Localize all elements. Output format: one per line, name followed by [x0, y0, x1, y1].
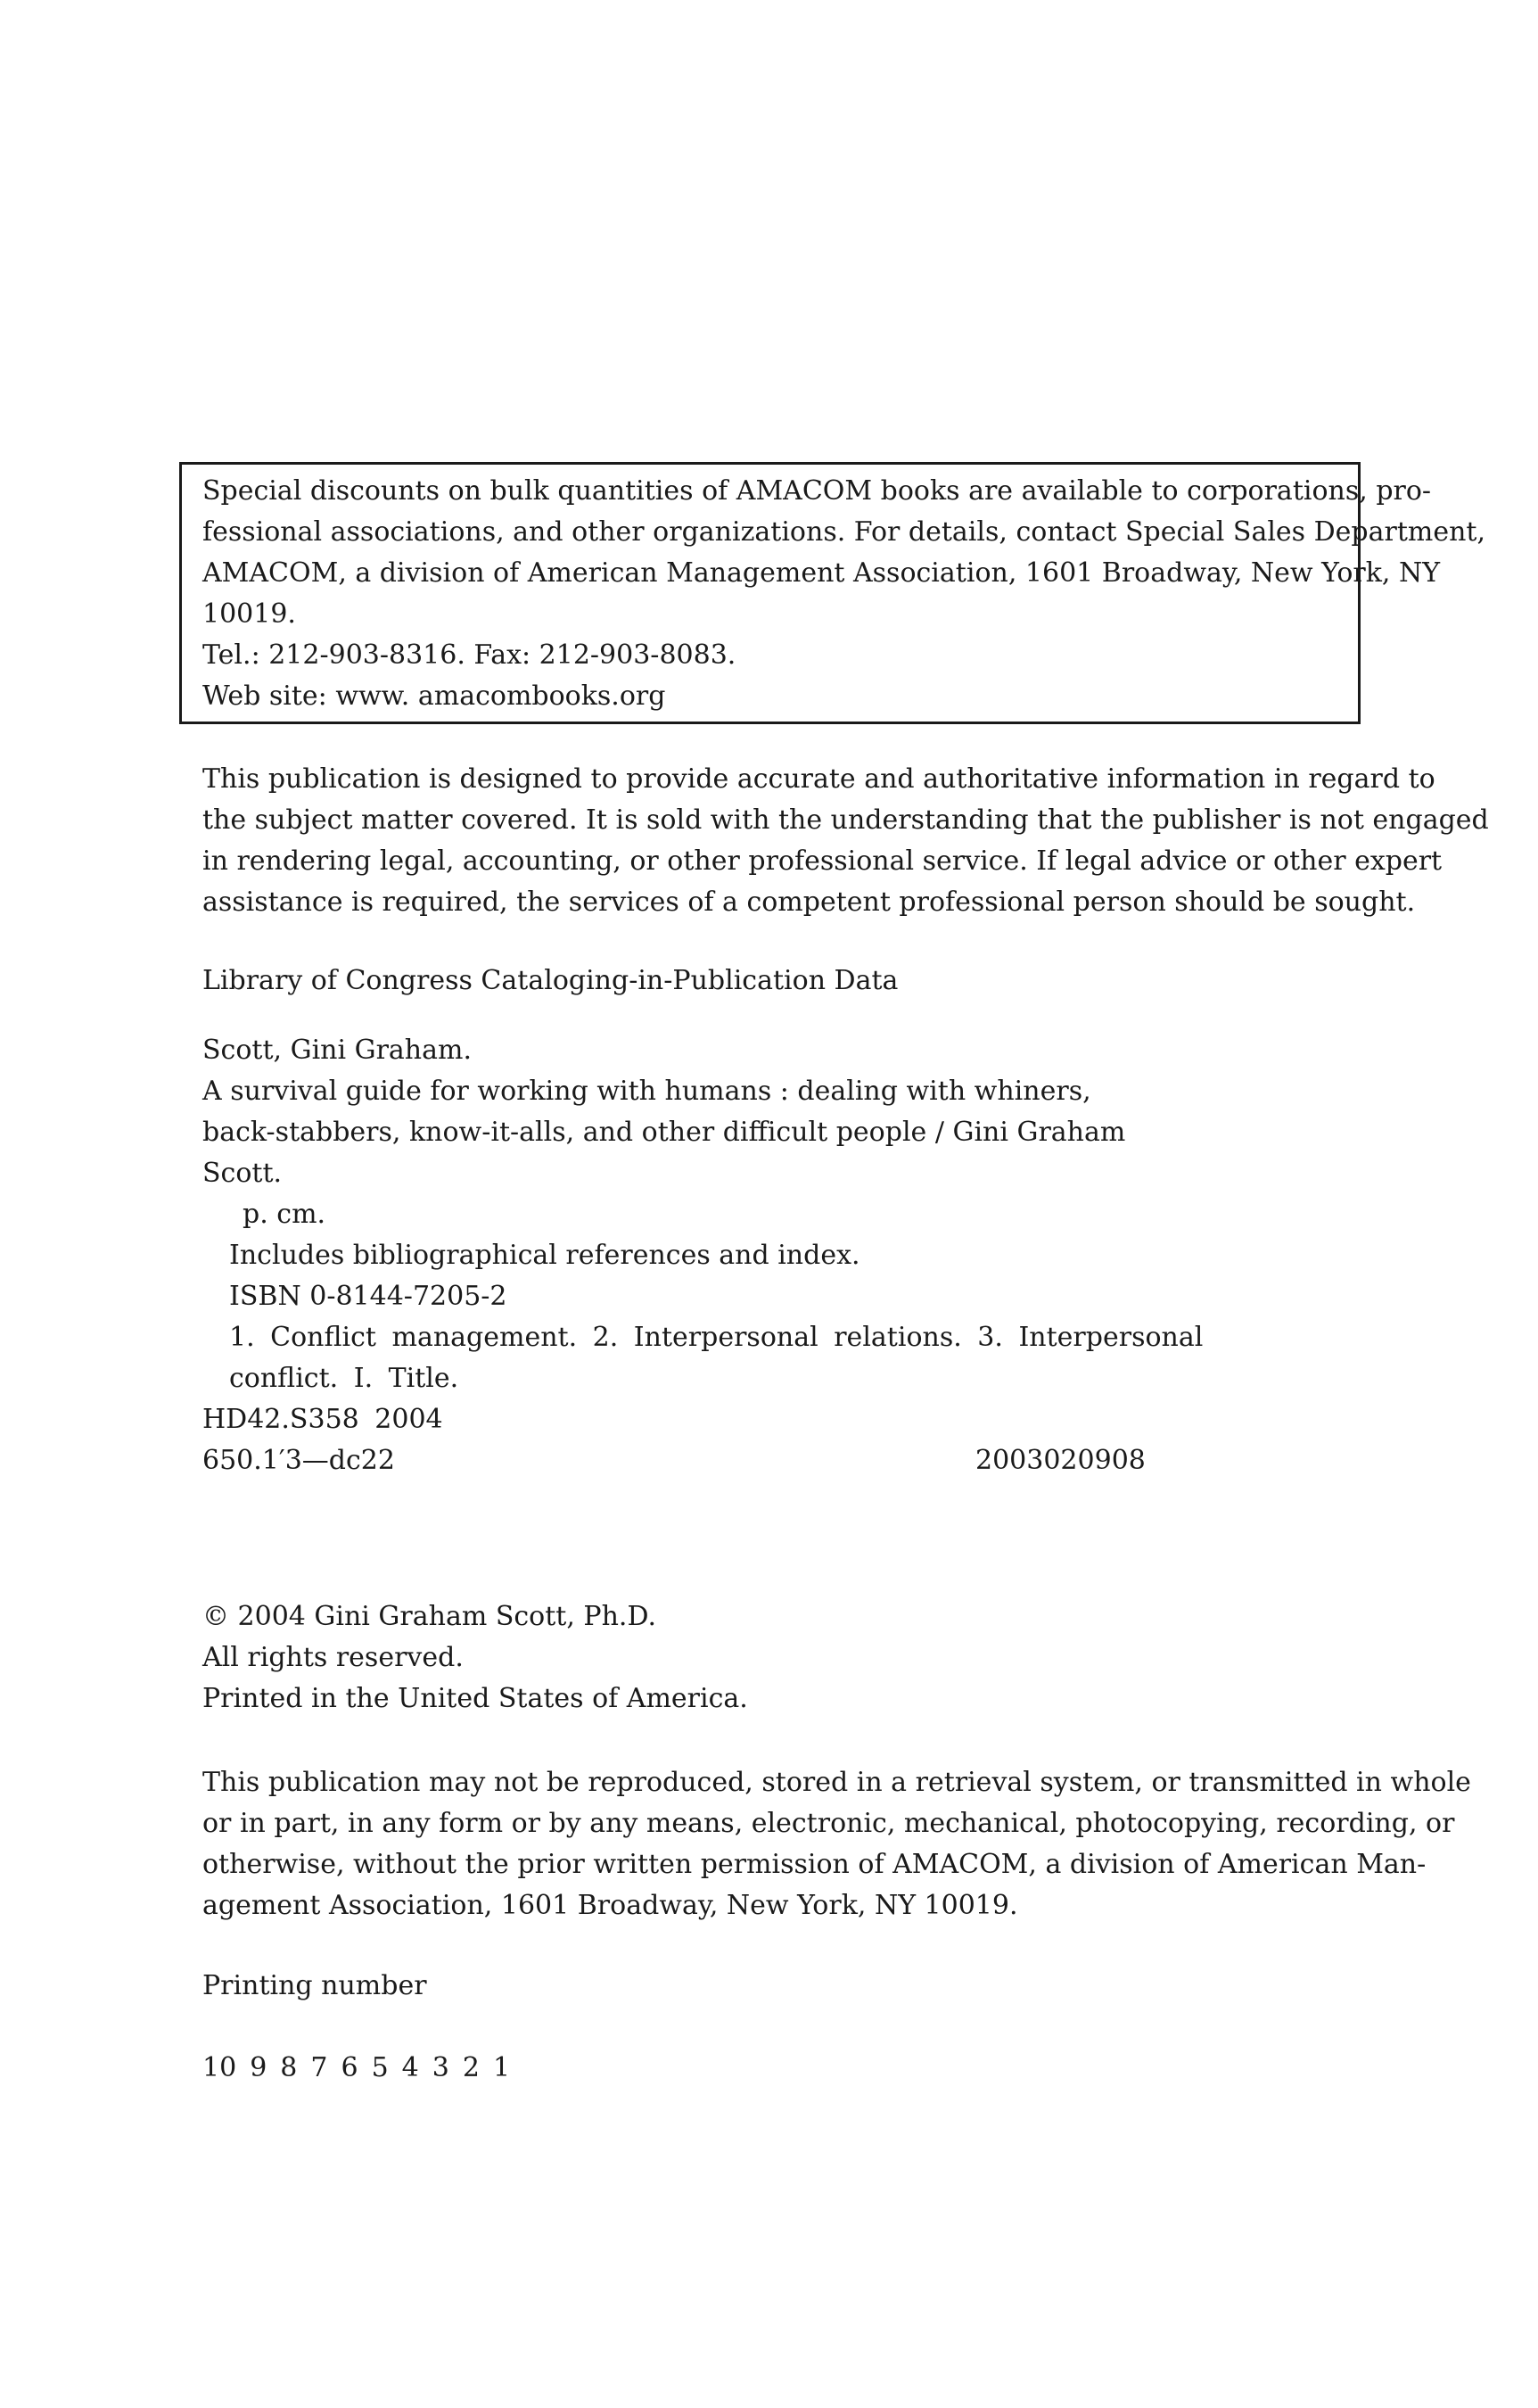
printing-digit: 8 [280, 2052, 298, 2083]
cip-isbn: ISBN 0-8144-7205-2 [229, 1281, 507, 1312]
sales-phone-fax: Tel.: 212-903-8316. Fax: 212-903-8083. [202, 639, 736, 671]
disclaimer-line-2: the subject matter covered. It is sold with the understanding that the publisher is not engaged [202, 804, 1489, 836]
cip-dewey: 650.1′3—dc22 [202, 1445, 395, 1476]
sales-website: Web site: www. amacombooks.org [202, 680, 666, 712]
cip-author: Scott, Gini Graham. [202, 1035, 472, 1066]
printing-digit: 7 [310, 2052, 328, 2083]
disclaimer-line-1: This publication is designed to provide accurate and authoritative information in regard to [202, 763, 1435, 795]
copyright-notice [202, 1596, 1361, 1719]
cip-title-line-2: back-stabbers, know-it-alls, and other difficult people / Gini Graham [202, 1117, 1126, 1148]
printing-digit: 2 [462, 2052, 480, 2083]
disclaimer-line-3: in rendering legal, accounting, or other professional service. If legal advice or other expert [202, 845, 1443, 877]
special-sales-text [202, 471, 1486, 717]
printing-digit: 9 [250, 2052, 267, 2083]
printing-digit: 3 [432, 2052, 449, 2083]
copyright-line: © 2004 Gini Graham Scott, Ph.D. [202, 1601, 656, 1632]
cip-heading: Library of Congress Cataloging-in-Publication Data [202, 965, 899, 996]
printing-number-label: Printing number [202, 1970, 427, 2001]
rights-reserved: All rights reserved. [202, 1642, 464, 1673]
cip-title-line-3: Scott. [202, 1158, 283, 1189]
cip-subjects-line-2: conflict. I. Title. [229, 1363, 459, 1394]
rights-line-1: This publication may not be reproduced, stored in a retrieval system, or transmitted in whole [202, 1767, 1471, 1798]
disclaimer-paragraph [202, 759, 1489, 923]
disclaimer-line-4: assistance is required, the services of a competent professional person should be sought. [202, 887, 1416, 918]
rights-line-4: agement Association, 1601 Broadway, New York, NY 10019. [202, 1890, 1018, 1921]
cip-lccn: 2003020908 [975, 1445, 1146, 1476]
sales-line-2: fessional associations, and other organizations. For details, contact Special Sales Department, [202, 516, 1486, 548]
rights-paragraph [202, 1762, 1471, 1926]
cip-note: Includes bibliographical references and index. [229, 1240, 860, 1271]
rights-line-2: or in part, in any form or by any means, electronic, mechanical, photocopying, recording, or [202, 1808, 1455, 1839]
sales-line-1: Special discounts on bulk quantities of AMACOM books are available to corporations, pro- [202, 475, 1432, 507]
printing-digits-block [202, 2048, 1361, 2089]
printing-digits [202, 2048, 1361, 2089]
cip-title-line-1: A survival guide for working with humans : dealing with whiners, [202, 1076, 1091, 1107]
printing-digit: 1 [492, 2052, 511, 2083]
printing-digit: 5 [371, 2052, 389, 2083]
cip-heading-block [202, 961, 1361, 1002]
sales-line-4: 10019. [202, 598, 296, 630]
printing-digit: 4 [401, 2052, 419, 2083]
cip-collation: p. cm. [243, 1199, 326, 1230]
cip-lc-class: HD42.S358 2004 [202, 1404, 443, 1435]
printed-in: Printed in the United States of America. [202, 1683, 748, 1714]
sales-line-3: AMACOM, a division of American Management Association, 1601 Broadway, New York, NY [202, 557, 1441, 589]
cip-dewey-row [202, 1440, 1361, 1481]
printing-digit: 6 [341, 2052, 358, 2083]
printing-number-block [202, 1966, 1361, 2007]
cip-record [202, 1030, 1361, 1481]
cip-subjects-line-1: 1. Conflict management. 2. Interpersonal relations. 3. Interpersonal [229, 1322, 1204, 1353]
rights-line-3: otherwise, without the prior written permission of AMACOM, a division of American Man- [202, 1849, 1427, 1880]
printing-digit: 10 [202, 2052, 237, 2083]
